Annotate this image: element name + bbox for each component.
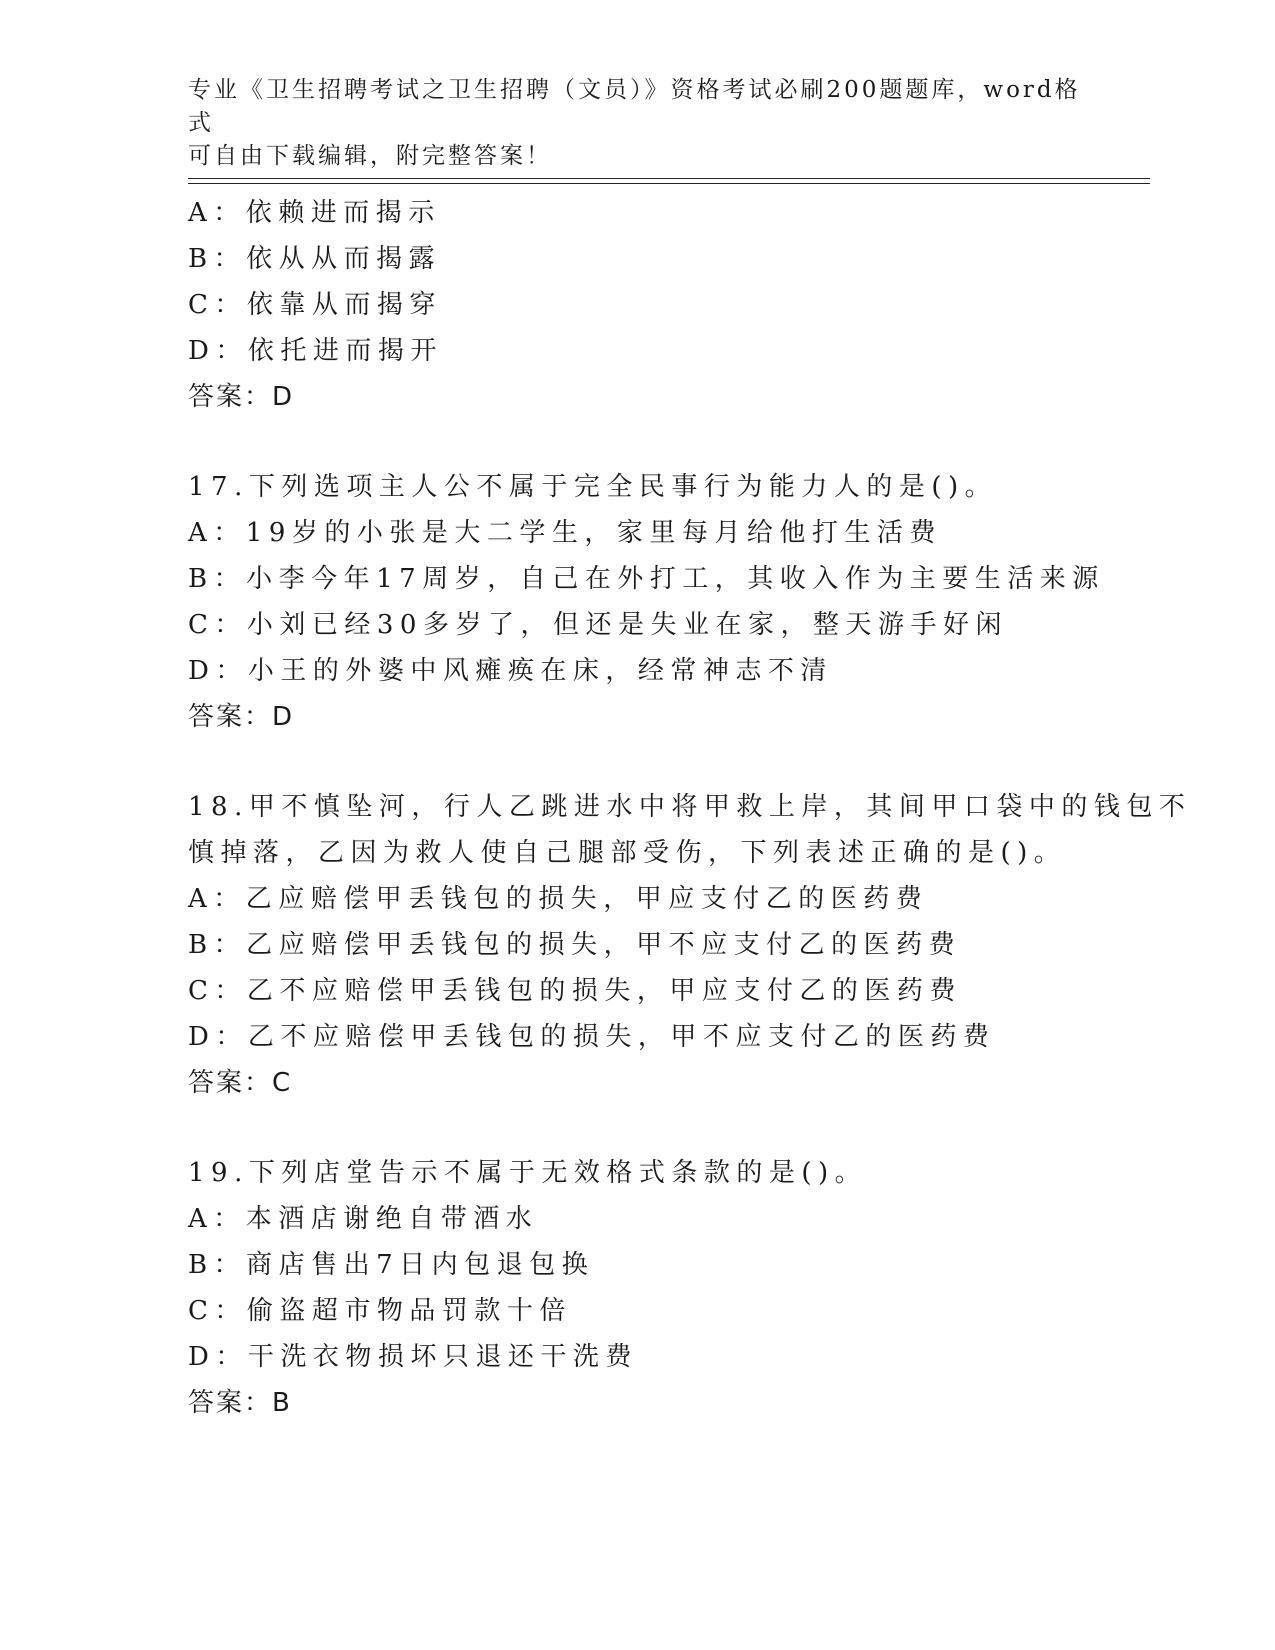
answer-label: 答案：D <box>188 382 295 412</box>
option-b: B：依从从而揭露 <box>188 244 442 274</box>
document-header <box>188 74 1088 173</box>
answer-label: 答案：C <box>188 1068 293 1098</box>
header-line-1: 专业《卫生招聘考试之卫生招聘（文员）》资格考试必刷200题题库，word格式 <box>188 77 1081 136</box>
spacer <box>188 740 1148 784</box>
answer-label: 答案：B <box>188 1388 292 1418</box>
question-17-block <box>188 464 1148 740</box>
option-d: D：干洗衣物损坏只退还干洗费 <box>188 1342 638 1372</box>
spacer <box>188 1106 1148 1150</box>
option-a: A：19岁的小张是大二学生，家里每月给他打生活费 <box>188 518 942 548</box>
option-c: C：小刘已经30多岁了，但还是失业在家，整天游手好闲 <box>188 610 1008 640</box>
question-list <box>188 190 1192 1426</box>
option-d: D：依托进而揭开 <box>188 336 443 366</box>
question-stem: 19.下列店堂告示不属于无效格式条款的是()。 <box>188 1158 868 1188</box>
option-c: C：偷盗超市物品罚款十倍 <box>188 1296 572 1326</box>
question-stem: 17.下列选项主人公不属于完全民事行为能力人的是()。 <box>188 472 998 502</box>
option-b: B：商店售出7日内包退包换 <box>188 1250 595 1280</box>
option-a: A：依赖进而揭示 <box>188 198 441 228</box>
option-b: B：小李今年17周岁，自己在外打工，其收入作为主要生活来源 <box>188 564 1105 594</box>
option-d: D：乙不应赔偿甲丢钱包的损失，甲不应支付乙的医药费 <box>188 1022 996 1052</box>
question-stem-line-1: 18.甲不慎坠河，行人乙跳进水中将甲救上岸，其间甲口袋中的钱包不 <box>188 792 1192 822</box>
option-a: A：本酒店谢绝自带酒水 <box>188 1204 539 1234</box>
question-stem-line-2: 慎掉落，乙因为救人使自己腿部受伤，下列表述正确的是()。 <box>188 838 1067 868</box>
header-line-2: 可自由下载编辑，附完整答案！ <box>188 143 552 169</box>
question-16-block <box>188 190 1148 420</box>
question-18-block <box>188 784 1192 1106</box>
header-divider-bottom <box>188 183 1150 184</box>
spacer <box>188 420 1148 464</box>
answer-label: 答案：D <box>188 702 295 732</box>
option-b: B：乙应赔偿甲丢钱包的损失，甲不应支付乙的医药费 <box>188 930 962 960</box>
question-19-block <box>188 1150 1148 1426</box>
header-divider-top <box>188 178 1150 179</box>
option-c: C：乙不应赔偿甲丢钱包的损失，甲应支付乙的医药费 <box>188 976 962 1006</box>
option-a: A：乙应赔偿甲丢钱包的损失，甲应支付乙的医药费 <box>188 884 929 914</box>
option-d: D：小王的外婆中风瘫痪在床，经常神志不清 <box>188 656 833 686</box>
option-c: C：依靠从而揭穿 <box>188 290 442 320</box>
